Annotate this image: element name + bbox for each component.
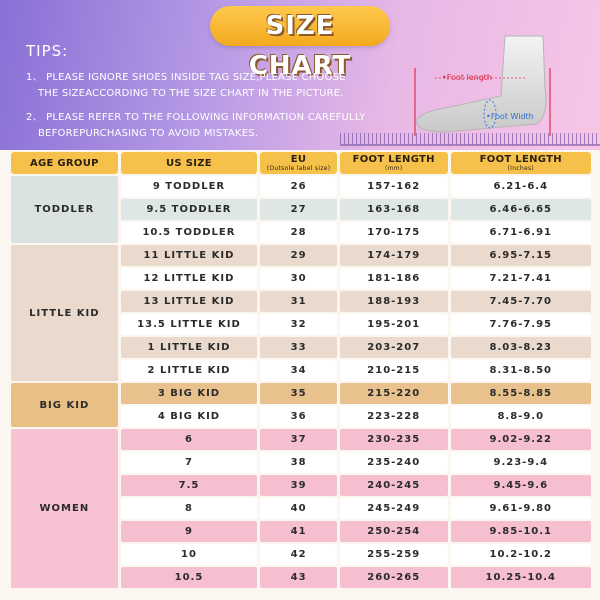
mm-cell: 163-168 <box>340 199 448 220</box>
in-cell: 9.02-9.22 <box>451 429 591 450</box>
foot-length-label: •Foot length <box>442 73 493 82</box>
in-cell: 7.45-7.70 <box>451 291 591 312</box>
eu-cell: 29 <box>260 245 337 266</box>
us-size-cell: 12 LITTLE KID <box>121 268 258 289</box>
eu-cell: 42 <box>260 544 337 565</box>
group-big-kid: BIG KID <box>11 383 118 427</box>
in-cell: 9.85-10.1 <box>451 521 591 542</box>
in-cell: 6.95-7.15 <box>451 245 591 266</box>
in-cell: 7.21-7.41 <box>451 268 591 289</box>
tip-line-3: 2、 PLEASE REFER TO THE FOLLOWING INFORMATION CAREFULLY <box>26 112 366 123</box>
mm-cell: 195-201 <box>340 314 448 335</box>
us-size-cell: 1 LITTLE KID <box>121 337 258 358</box>
mm-cell: 230-235 <box>340 429 448 450</box>
us-size-cell: 6 <box>121 429 258 450</box>
in-cell: 7.76-7.95 <box>451 314 591 335</box>
header-age-group: AGE GROUP <box>11 152 118 174</box>
in-cell: 9.45-9.6 <box>451 475 591 496</box>
table-row <box>11 383 591 404</box>
us-size-cell: 3 BIG KID <box>121 383 258 404</box>
us-size-cell: 13 LITTLE KID <box>121 291 258 312</box>
foot-illustration <box>405 28 600 148</box>
tip-line-2: THE SIZEACCORDING TO THE SIZE CHART IN THE PICTURE. <box>38 88 344 99</box>
in-cell: 6.46-6.65 <box>451 199 591 220</box>
size-chart-table <box>8 150 594 590</box>
us-size-cell: 9 TODDLER <box>121 176 258 197</box>
in-cell: 8.31-8.50 <box>451 360 591 381</box>
eu-cell: 28 <box>260 222 337 243</box>
tip-line-4: BEFOREPURCHASING TO AVOID MISTAKES. <box>38 128 259 139</box>
eu-cell: 30 <box>260 268 337 289</box>
eu-cell: 37 <box>260 429 337 450</box>
mm-cell: 245-249 <box>340 498 448 519</box>
eu-cell: 38 <box>260 452 337 473</box>
table-row <box>11 245 591 266</box>
mm-cell: 215-220 <box>340 383 448 404</box>
mm-cell: 260-265 <box>340 567 448 588</box>
eu-cell: 32 <box>260 314 337 335</box>
in-cell: 9.61-9.80 <box>451 498 591 519</box>
us-size-cell: 13.5 LITTLE KID <box>121 314 258 335</box>
mm-cell: 240-245 <box>340 475 448 496</box>
in-cell: 9.23-9.4 <box>451 452 591 473</box>
mm-cell: 188-193 <box>340 291 448 312</box>
eu-cell: 35 <box>260 383 337 404</box>
mm-cell: 255-259 <box>340 544 448 565</box>
eu-cell: 27 <box>260 199 337 220</box>
eu-cell: 43 <box>260 567 337 588</box>
us-size-cell: 7.5 <box>121 475 258 496</box>
in-cell: 10.2-10.2 <box>451 544 591 565</box>
in-cell: 6.71-6.91 <box>451 222 591 243</box>
in-cell: 6.21-6.4 <box>451 176 591 197</box>
mm-cell: 157-162 <box>340 176 448 197</box>
group-toddler: TODDLER <box>11 176 118 243</box>
table-row <box>11 429 591 450</box>
us-size-cell: 7 <box>121 452 258 473</box>
us-size-cell: 9.5 TODDLER <box>121 199 258 220</box>
tip-line-1: 1、 PLEASE IGNORE SHOES INSIDE TAG SIZE,PLEASE CHOOSE <box>26 72 346 83</box>
mm-cell: 170-175 <box>340 222 448 243</box>
eu-cell: 36 <box>260 406 337 427</box>
header-eu: EU (Outsole label size) <box>260 152 337 174</box>
us-size-cell: 9 <box>121 521 258 542</box>
header-foot-length-in: FOOT LENGTH (Inches) <box>451 152 591 174</box>
in-cell: 8.03-8.23 <box>451 337 591 358</box>
mm-cell: 203-207 <box>340 337 448 358</box>
us-size-cell: 2 LITTLE KID <box>121 360 258 381</box>
eu-cell: 34 <box>260 360 337 381</box>
eu-cell: 39 <box>260 475 337 496</box>
in-cell: 10.25-10.4 <box>451 567 591 588</box>
us-size-cell: 10.5 <box>121 567 258 588</box>
eu-cell: 40 <box>260 498 337 519</box>
group-women: WOMEN <box>11 429 118 588</box>
ruler-base <box>340 144 600 146</box>
mm-cell: 210-215 <box>340 360 448 381</box>
foot-width-label: •Foot Width <box>486 112 534 121</box>
page-title: SIZE CHART <box>248 11 352 81</box>
mm-cell: 235-240 <box>340 452 448 473</box>
eu-cell: 26 <box>260 176 337 197</box>
header-foot-length-mm: FOOT LENGTH (mm) <box>340 152 448 174</box>
mm-cell: 181-186 <box>340 268 448 289</box>
mm-cell: 174-179 <box>340 245 448 266</box>
us-size-cell: 10.5 TODDLER <box>121 222 258 243</box>
table-header-row <box>11 152 591 174</box>
eu-cell: 41 <box>260 521 337 542</box>
mm-cell: 223-228 <box>340 406 448 427</box>
us-size-cell: 8 <box>121 498 258 519</box>
eu-cell: 31 <box>260 291 337 312</box>
table-row <box>11 176 591 197</box>
mm-cell: 250-254 <box>340 521 448 542</box>
group-little-kid: LITTLE KID <box>11 245 118 381</box>
us-size-cell: 4 BIG KID <box>121 406 258 427</box>
tips-title: TIPS: <box>26 42 69 60</box>
header-us-size: US SIZE <box>121 152 258 174</box>
us-size-cell: 10 <box>121 544 258 565</box>
in-cell: 8.55-8.85 <box>451 383 591 404</box>
us-size-cell: 11 LITTLE KID <box>121 245 258 266</box>
in-cell: 8.8-9.0 <box>451 406 591 427</box>
eu-cell: 33 <box>260 337 337 358</box>
